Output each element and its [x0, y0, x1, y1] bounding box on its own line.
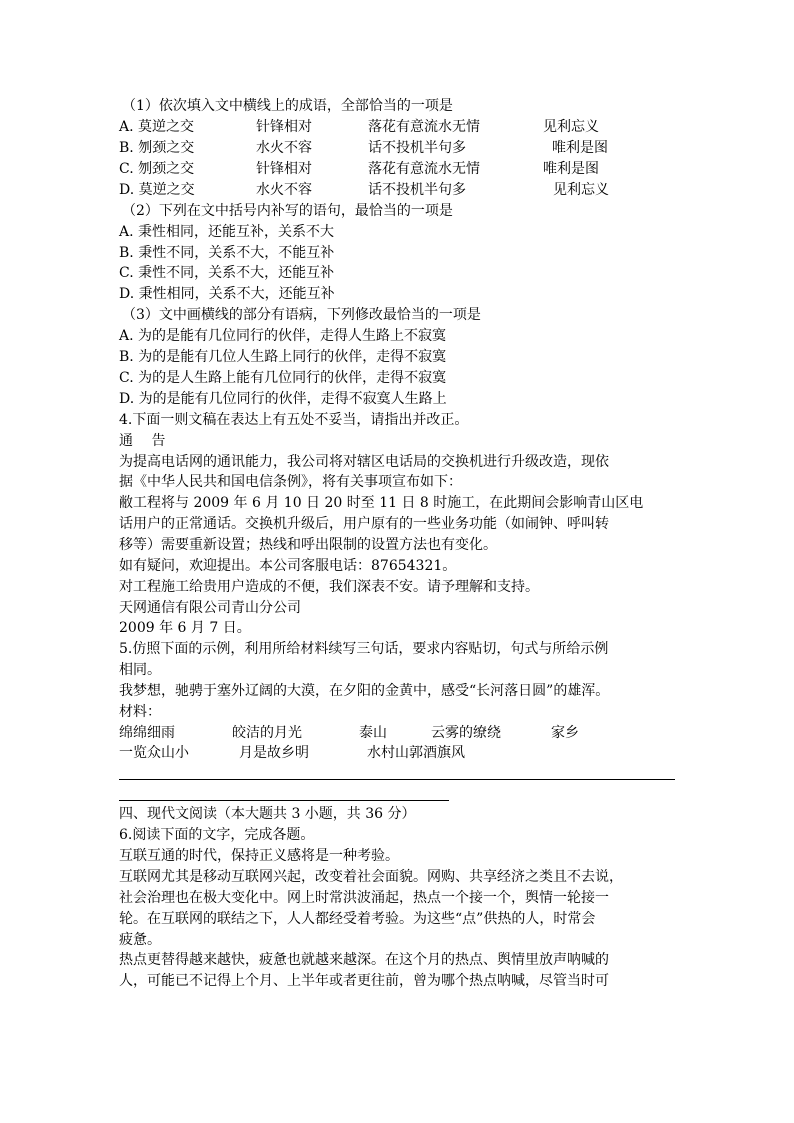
section-heading: 四、现代文阅读（本大题共 3 小题，共 36 分） [119, 806, 416, 822]
passage-line: 疲惫。 [119, 932, 161, 948]
q3-sub1-option-a [119, 117, 679, 137]
q3-sub1-option-b [119, 138, 679, 158]
q3-sub2-option-d: D. 秉性相同，关系不大，还能互补 [119, 286, 335, 302]
q5-materials-row [119, 743, 679, 763]
option-label: D. 莫逆之交 [119, 182, 195, 198]
material-item: 家乡 [551, 725, 579, 741]
passage-line: 热点更替得越来越快，疲惫也就越来越深。在这个月的热点、舆情里放声呐喊的 [119, 952, 609, 968]
q5-stem-cont: 相同。 [119, 662, 161, 678]
notice-line: 为提高电话网的通讯能力，我公司将对辖区电话局的交换机进行升级改造，现依 [119, 454, 609, 470]
q3-sub2-option-c: C. 秉性不同，关系不大，还能互补 [119, 265, 335, 281]
material-item: 泰山 [359, 725, 387, 741]
notice-title: 通 告 [119, 433, 166, 449]
passage-line: 轮。在互联网的联结之下，人人都经受着考验。为这些“点”供热的人，时常会 [119, 911, 596, 927]
option-idiom-3: 话不投机半句多 [368, 140, 466, 156]
q5-material-label: 材料： [119, 704, 161, 720]
option-label: B. 刎颈之交 [119, 140, 195, 156]
q3-sub2-option-a: A. 秉性相同，还能互补，关系不大 [119, 224, 335, 240]
q5-example: 我梦想，驰骋于塞外辽阔的大漠，在夕阳的金黄中，感受“长河落日圆”的雄浑。 [119, 683, 610, 699]
option-idiom-3: 话不投机半句多 [368, 182, 466, 198]
option-label: C. 刎颈之交 [119, 161, 195, 177]
q3-sub3-option-b: B. 为的是能有几位人生路上同行的伙伴，走得不寂寞 [119, 349, 447, 365]
q3-sub2-stem: （2）下列在文中括号内补写的语句，最恰当的一项是 [122, 203, 453, 219]
option-idiom-4: 唯利是图 [552, 140, 608, 156]
passage-line: 互联互通的时代，保持正义感将是一种考验。 [119, 848, 399, 864]
material-item: 水村山郭酒旗风 [367, 745, 465, 761]
q5-materials-row [119, 723, 679, 743]
q3-sub1-option-d [119, 180, 679, 200]
notice-line: 对工程施工给贵用户造成的不便，我们深表不安。请予理解和支持。 [119, 579, 539, 595]
passage-line: 社会治理也在极大变化中。网上时常洪波涌起，热点一个接一个，舆情一轮接一 [119, 890, 609, 906]
section-divider [119, 779, 675, 780]
material-item: 一览众山小 [119, 745, 189, 761]
notice-line: 敝工程将与 2009 年 6 月 10 日 20 时至 11 日 8 时施工，在此期间会影响青山区电 [119, 495, 644, 511]
material-item: 绵绵细雨 [119, 725, 175, 741]
option-idiom-4: 唯利是图 [543, 161, 599, 177]
q6-stem: 6.阅读下面的文字，完成各题。 [119, 827, 315, 843]
notice-line: 据《中华人民共和国电信条例》，将有关事项宣布如下： [119, 474, 462, 490]
passage-line: 互联网尤其是移动互联网兴起，改变着社会面貌。网购、共享经济之类且不去说， [119, 869, 623, 885]
option-idiom-3: 落花有意流水无情 [368, 161, 480, 177]
option-label: A. 莫逆之交 [119, 119, 195, 135]
material-item: 云雾的缭绕 [431, 725, 501, 741]
option-idiom-4: 见利忘义 [543, 119, 599, 135]
q3-sub1-option-c [119, 159, 679, 179]
q3-sub2-option-b: B. 秉性不同，关系不大，不能互补 [119, 245, 335, 261]
option-idiom-2: 针锋相对 [256, 161, 312, 177]
notice-date: 2009 年 6 月 7 日。 [119, 620, 251, 636]
notice-line: 如有疑问，欢迎提出。本公司客服电话：87654321。 [119, 558, 457, 574]
q4-stem: 4.下面一则文稿在表达上有五处不妥当，请指出并改正。 [119, 412, 469, 428]
option-idiom-3: 落花有意流水无情 [368, 119, 480, 135]
notice-line: 移等）需要重新设置；热线和呼出限制的设置方法也有变化。 [119, 537, 497, 553]
q3-sub3-stem: （3）文中画横线的部分有语病，下列修改最恰当的一项是 [122, 307, 481, 323]
q3-sub3-option-a: A. 为的是能有几位同行的伙伴，走得人生路上不寂寞 [119, 328, 447, 344]
notice-signature: 天网通信有限公司青山分公司 [119, 600, 301, 616]
material-item: 皎洁的月光 [232, 725, 302, 741]
notice-line: 话用户的正常通话。交换机升级后，用户原有的一些业务功能（如闹钟、呼叫转 [119, 516, 609, 532]
option-idiom-4: 见利忘义 [553, 182, 609, 198]
q3-sub3-option-c: C. 为的是人生路上能有几位同行的伙伴，走得不寂寞 [119, 370, 447, 386]
q5-stem: 5.仿照下面的示例，利用所给材料续写三句话，要求内容贴切，句式与所给示例 [119, 641, 609, 657]
passage-line: 人，可能已不记得上个月、上半年或者更往前，曾为哪个热点呐喊，尽管当时可 [119, 973, 609, 989]
option-idiom-2: 水火不容 [256, 182, 312, 198]
q3-sub1-stem: （1）依次填入文中横线上的成语，全部恰当的一项是 [122, 98, 453, 114]
material-item: 月是故乡明 [239, 745, 309, 761]
q3-sub3-option-d: D. 为的是能有几位同行的伙伴，走得不寂寞人生路上 [119, 391, 447, 407]
option-idiom-2: 针锋相对 [256, 119, 312, 135]
option-idiom-2: 水火不容 [256, 140, 312, 156]
heading-rule [119, 800, 449, 801]
